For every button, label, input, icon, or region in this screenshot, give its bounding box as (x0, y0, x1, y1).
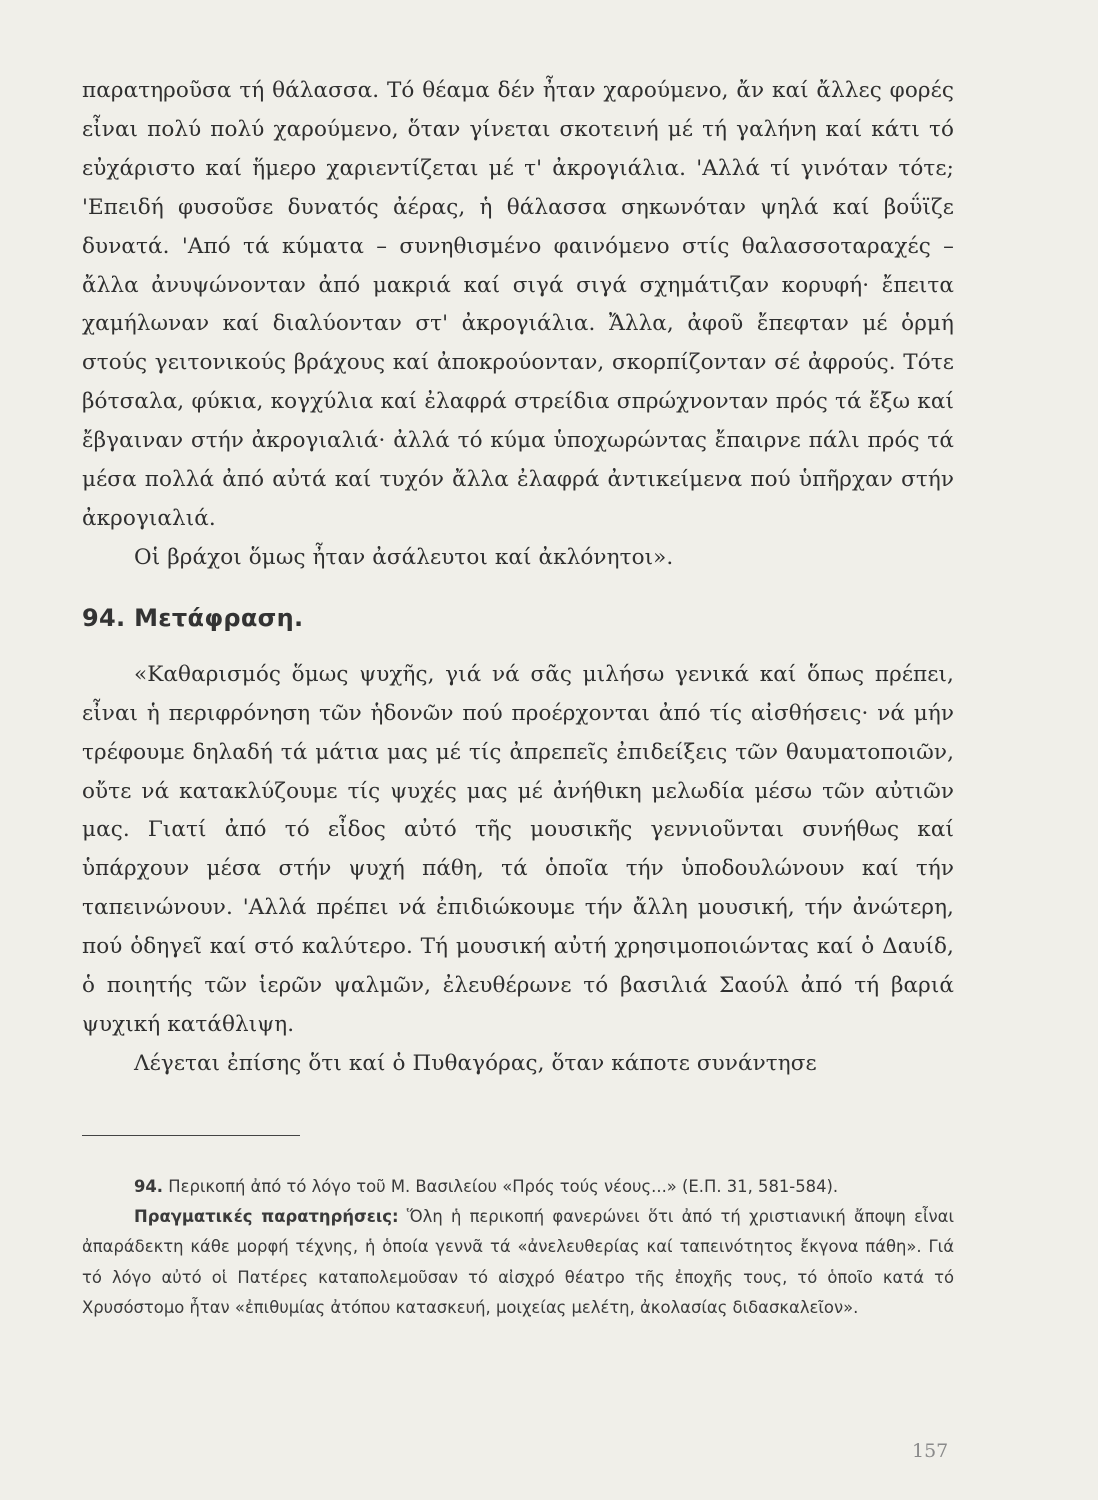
footnote-label: Πραγματικές παρατηρήσεις: (134, 1207, 399, 1227)
main-text (82, 72, 954, 578)
footnote-number: 94. (134, 1177, 164, 1196)
footnotes (82, 1172, 954, 1323)
footnote-text: Ὅλη ἡ περικοπή φανερώνει ὅτι ἀπό τή χριστιανική ἄποψη εἶναι ἀπαράδεκτη κάθε μορφή τέχνης, ἡ ὁποία γεννᾶ τά «ἀνελευθερίας καί ταπεινότητος ἔκγονα πάθη». Γιά τό λόγο αὐτό οἱ Πατέρες καταπολεμοῦσαν τό αἰσχρό θέατρο τῆς ἐποχῆς τους, τό ὁποῖο κατά τό Χρυσόστομο ἦταν «ἐπιθυμίας ἀτόπου κατασκευή, μοιχείας μελέτη, ἀκολασίας διδασκαλεῖον». (82, 1207, 955, 1317)
page-content (82, 72, 954, 1084)
footnote-remarks (82, 1202, 954, 1323)
paragraph: παρατηροῦσα τή θάλασσα. Τό θέαμα δέν ἦταν χαρούμενο, ἄν καί ἄλλες φορές εἶναι πολύ πολύ χαρούμενο, ὅταν γίνεται σκοτεινή μέ τή γαλήνη καί κάτι τό εὐχάριστο καί ἥμερο χαριεντίζεται μέ τ' ἀκρογιάλια. 'Αλλά τί γινόταν τότε; 'Επειδή φυσοῦσε δυνατός ἀέρας, ἡ θάλασσα σηκωνόταν ψηλά καί βοΰϊζε δυνατά. 'Από τά κύματα – συνηθισμένο φαινόμενο στίς θαλασσοταραχές – ἄλλα ἀνυψώνονταν ἀπό μακριά καί σιγά σιγά σχημάτιζαν κορυφή· ἔπειτα χαμήλωναν καί διαλύονταν στ' ἀκρογιάλια. Ἄλλα, ἀφοῦ ἔπεφταν μέ ὁρμή στούς γειτονικούς βράχους καί ἀποκρούονταν, σκορπίζονταν σέ ἀφρούς. Τότε βότσαλα, φύκια, κογχύλια καί ἐλαφρά στρείδια σπρώχνονταν πρός τά ἔξω καί ἔβγαιναν στήν ἀκρογιαλιά· ἀλλά τό κύμα ὑποχωρώντας ἔπαιρνε πάλι πρός τά μέσα πολλά ἀπό αὐτά καί τυχόν ἄλλα ἐλαφρά ἀντικείμενα πού ὑπῆρχαν στήν ἀκρογιαλιά. (82, 78, 954, 531)
page-number: 157 (912, 1440, 949, 1462)
paragraph: Οἱ βράχοι ὅμως ἦταν ἀσάλευτοι καί ἀκλόνητοι». (134, 544, 674, 570)
paragraph: Λέγεται ἐπίσης ὅτι καί ὁ Πυθαγόρας, ὅταν κάποτε συνάντησε (134, 1050, 817, 1076)
section-heading: 94. Μετάφραση. (82, 603, 304, 632)
footnote-divider (82, 1135, 300, 1136)
paragraph: «Καθαρισμός ὅμως ψυχῆς, γιά νά σᾶς μιλήσω γενικά καί ὅπως πρέπει, εἶναι ἡ περιφρόνηση τῶν ἡδονῶν πού προέρχονται ἀπό τίς αἰσθήσεις· νά μήν τρέφουμε δηλαδή τά μάτια μας μέ τίς ἀπρεπεῖς ἐπιδείξεις τῶν θαυματοποιῶν, οὔτε νά κατακλύζουμε τίς ψυχές μας μέ ἀνήθικη μελωδία μέσω τῶν αὐτιῶν μας. Γιατί ἀπό τό εἶδος αὐτό τῆς μουσικῆς γεννιοῦνται συνήθως καί ὑπάρχουν μέσα στήν ψυχή πάθη, τά ὁποῖα τήν ὑποδουλώνουν καί τήν ταπεινώνουν. 'Αλλά πρέπει νά ἐπιδιώκουμε τήν ἄλλη μουσική, τήν ἀνώτερη, πού ὁδηγεῖ καί στό καλύτερο. Τή μουσική αὐτή χρησιμοποιώντας καί ὁ Δαυίδ, ὁ ποιητής τῶν ἱερῶν ψαλμῶν, ἐλευθέρωνε τό βασιλιά Σαούλ ἀπό τή βαριά ψυχική κατάθλιψη. (82, 661, 954, 1037)
footnote-text: Περικοπή ἀπό τό λόγο τοῦ Μ. Βασιλείου «Πρός τούς νέους...» (Ε.Π. 31, 581-584). (163, 1177, 839, 1196)
footnote-94 (82, 1172, 954, 1202)
main-text-section-94 (82, 656, 954, 1084)
